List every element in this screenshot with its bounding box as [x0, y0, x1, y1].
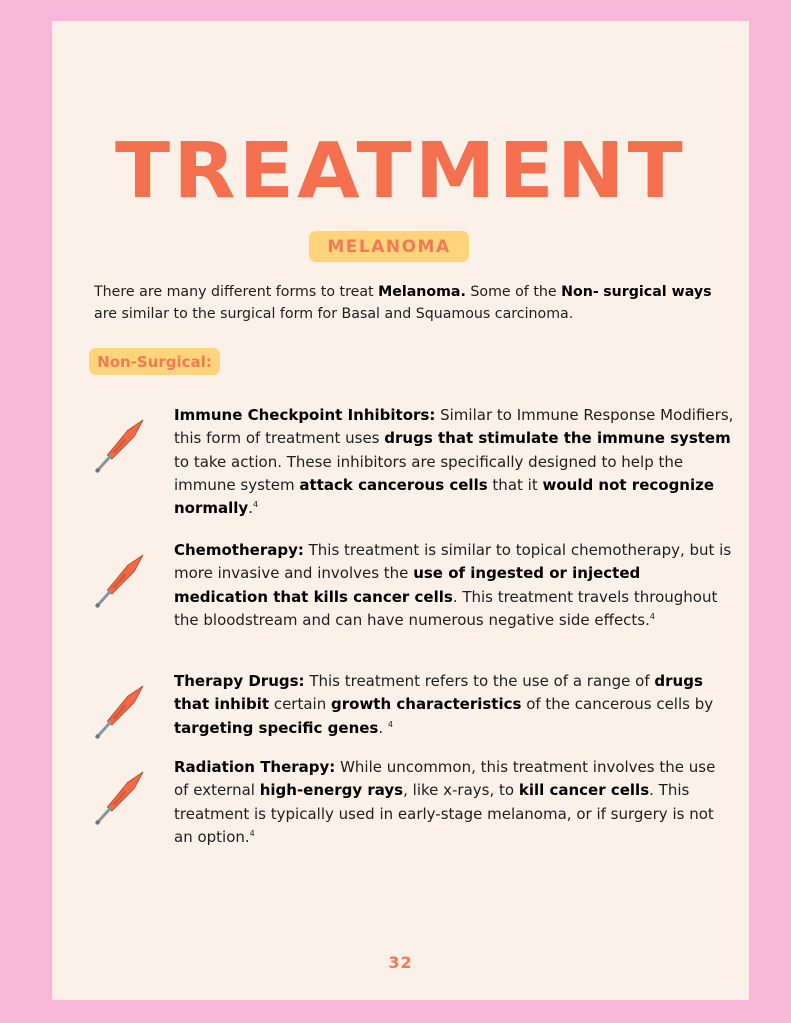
item-heading: Radiation Therapy: — [174, 758, 336, 776]
item-body: While uncommon, this treatment involves the use of external — [174, 758, 716, 800]
item-text — [174, 756, 734, 849]
scalpel-icon — [94, 404, 156, 476]
reference-marker: 4 — [249, 828, 255, 838]
item-bold: would not recognize normally — [174, 475, 715, 518]
item-bold: attack cancerous cells — [299, 475, 488, 494]
item-bold: drugs that inhibit — [174, 672, 703, 714]
item-bold: high-energy rays — [259, 781, 404, 800]
scalpel-icon — [94, 670, 156, 742]
item-bold: targeting specific genes — [174, 718, 379, 737]
item-heading: Immune Checkpoint Inhibitors: — [174, 406, 436, 424]
item-body: . — [248, 499, 253, 518]
reference-marker: 4 — [387, 719, 393, 729]
section-badge — [89, 348, 220, 375]
intro-text: There are many different forms to treat — [94, 284, 379, 300]
reference-marker: 4 — [649, 611, 655, 621]
item-bold: drugs that stimulate the immune system — [384, 429, 731, 448]
item-body: , like x-rays, to — [403, 781, 519, 800]
item-text — [174, 670, 734, 740]
item-text — [174, 404, 734, 520]
item-body: This treatment is similar to topical chemotherapy, but is more invasive and involves the — [174, 541, 732, 583]
intro-bold: Non- — [561, 284, 599, 300]
reference-marker: 4 — [252, 500, 259, 510]
item-bold: growth characteristics — [331, 695, 522, 714]
item-body: . — [378, 718, 388, 737]
item-body: This treatment refers to the use of a range of — [304, 672, 655, 690]
section-label: Non-Surgical: — [97, 352, 212, 371]
item-text — [174, 539, 734, 632]
item-heading: Therapy Drugs: — [174, 672, 305, 690]
item-body: of the cancerous cells by — [521, 695, 714, 714]
item-body: . This treatment is typically used in early-stage melanoma, or if surgery is not an option. — [174, 781, 714, 846]
subtitle-label: MELANOMA — [327, 236, 451, 257]
subtitle-badge — [309, 231, 469, 262]
item-bold: use of ingested or injected medication that kills cancer cells — [174, 564, 641, 606]
item-body: . This treatment travels throughout the bloodstream and can have numerous negative side effects. — [174, 587, 718, 629]
item-body: to take action. These inhibitors are specifically designed to help the immune system — [174, 452, 684, 494]
scalpel-icon — [94, 756, 156, 828]
intro-text: are similar to the surgical form for Basal and Squamous carcinoma. — [94, 306, 574, 322]
scalpel-icon — [94, 539, 156, 611]
page-number: 32 — [388, 953, 413, 972]
item-body: Similar to Immune Response Modifiers, this form of treatment uses — [174, 406, 734, 448]
intro-paragraph — [94, 281, 734, 325]
item-heading: Chemotherapy: — [174, 541, 304, 559]
item-body: that it — [487, 475, 543, 494]
intro-bold: Melanoma. — [378, 284, 466, 300]
item-body: certain — [269, 695, 331, 714]
page-title: TREATMENT — [115, 127, 686, 216]
intro-bold: surgical ways — [603, 284, 712, 300]
item-bold: kill cancer cells — [518, 781, 650, 800]
page — [52, 21, 749, 1000]
intro-text: Some of the — [465, 284, 562, 300]
